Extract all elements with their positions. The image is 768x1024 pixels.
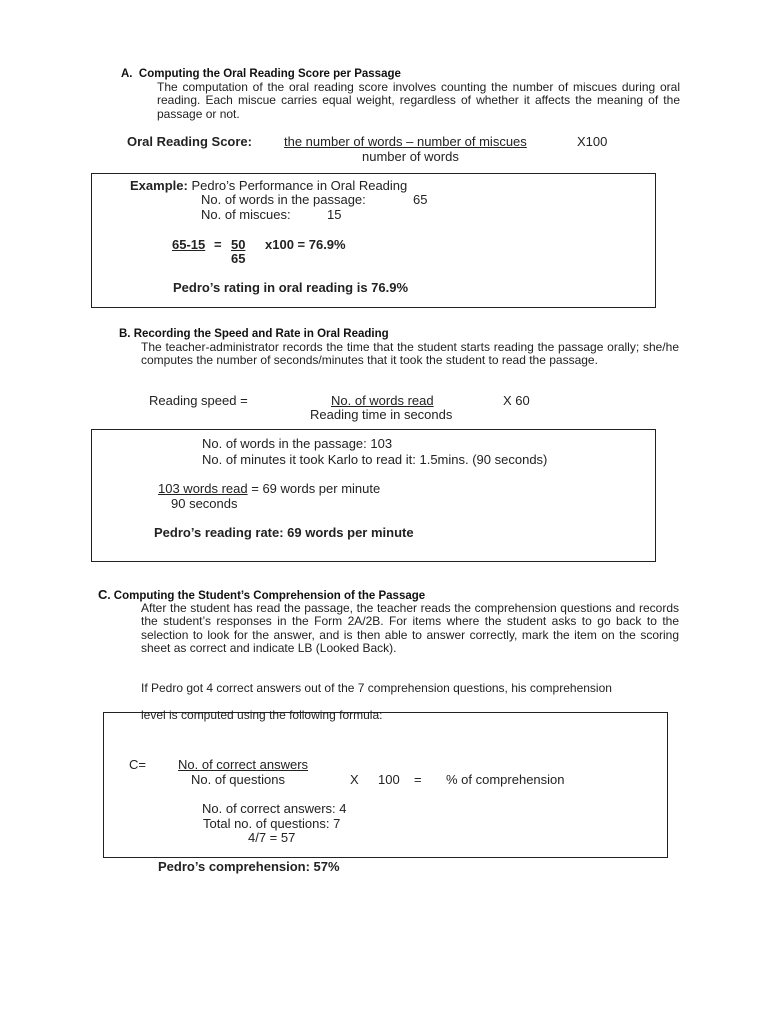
calc-right-a: x100 = 76.9%: [265, 237, 346, 252]
example-title: Pedro’s Performance in Oral Reading: [191, 178, 408, 193]
oral-score-denominator: number of words: [362, 149, 459, 164]
section-b-title: B. Recording the Speed and Rate in Oral Reading: [119, 328, 389, 340]
result-b: Pedro’s reading rate: 69 words per minute: [154, 525, 414, 540]
formula-c-x: X: [350, 772, 359, 787]
calc-den-b: 90 seconds: [171, 496, 238, 511]
words-value-a: 65: [413, 192, 428, 207]
section-c-title: . Computing the Student’s Comprehension of the Passage: [107, 590, 426, 602]
calc-line-b: [158, 481, 380, 496]
section-a-label: A.: [121, 68, 133, 80]
reading-speed-label: Reading speed =: [149, 393, 248, 408]
reading-speed-denominator: Reading time in seconds: [310, 407, 453, 422]
formula-c-label: C=: [129, 757, 146, 772]
section-a-paragraph: The computation of the oral reading score involves counting the number of miscues during oral reading. Each miscue carries equal weight, regardless of whether it affects the meaning of the passage or not.: [157, 80, 680, 121]
oral-score-times: X100: [577, 134, 608, 149]
oral-score-label: Oral Reading Score:: [127, 134, 252, 149]
formula-c-eq: =: [414, 772, 422, 787]
result-a: Pedro’s rating in oral reading is 76.9%: [173, 280, 409, 295]
formula-c-denominator: No. of questions: [191, 772, 285, 787]
section-c-paragraph-1: After the student has read the passage, the teacher reads the comprehension questions and records the student’s responses in the Form 2A/2B. For items where the student asks to go back to the selection to look for the answer, and is then able to answer correctly, mark the item on the scoring sheet as correct and indicate LB (Looked Back).: [141, 601, 679, 655]
oral-score-numerator: the number of words – number of miscues: [284, 134, 527, 149]
oral-score-formula: [127, 134, 252, 149]
calc-rest-b: = 69 words per minute: [247, 481, 381, 496]
section-c-paragraph-2: If Pedro got 4 correct answers out of the 7 comprehension questions, his comprehension: [141, 681, 612, 695]
section-b-paragraph: The teacher-administrator records the time that the student starts reading the passage orally; she/he computes the number of seconds/minutes that it took the student to read the passage.: [141, 340, 679, 368]
words-label-a: No. of words in the passage:: [201, 192, 366, 207]
calc-left-a: 65-15: [172, 237, 206, 252]
section-a-title: Computing the Oral Reading Score per Passage: [138, 68, 401, 80]
section-c-heading: [98, 587, 425, 602]
calc-num-a: 50: [231, 237, 246, 252]
correct-answers-line: No. of correct answers: 4: [202, 801, 347, 816]
formula-c-100: 100: [378, 772, 400, 787]
section-c-letter: C: [98, 587, 108, 602]
calc-den-a: 65: [231, 251, 246, 266]
calc-eq-a: =: [214, 237, 222, 252]
section-a-heading: [121, 68, 401, 80]
formula-c-numerator: No. of correct answers: [178, 757, 309, 772]
reading-speed-numerator: No. of words read: [331, 393, 434, 408]
formula-c-result: % of comprehension: [446, 772, 565, 787]
words-line-b: No. of words in the passage: 103: [202, 436, 393, 451]
total-questions-line: Total no. of questions: 7: [203, 816, 341, 831]
example-label: Example:: [130, 178, 188, 193]
minutes-line: No. of minutes it took Karlo to read it: 1.5mins. (90 seconds): [202, 452, 548, 467]
miscues-label: No. of miscues:: [201, 207, 291, 222]
miscues-value: 15: [327, 207, 342, 222]
comprehension-calc-line: 4/7 = 57: [248, 830, 296, 845]
result-c: Pedro’s comprehension: 57%: [158, 859, 340, 874]
reading-speed-times: X 60: [503, 393, 530, 408]
section-c-paragraph-3: level is computed using the following formula:: [141, 708, 383, 722]
words-line-a: [201, 192, 366, 207]
example-heading: [130, 178, 407, 193]
calc-num-b: 103 words read: [158, 481, 248, 496]
